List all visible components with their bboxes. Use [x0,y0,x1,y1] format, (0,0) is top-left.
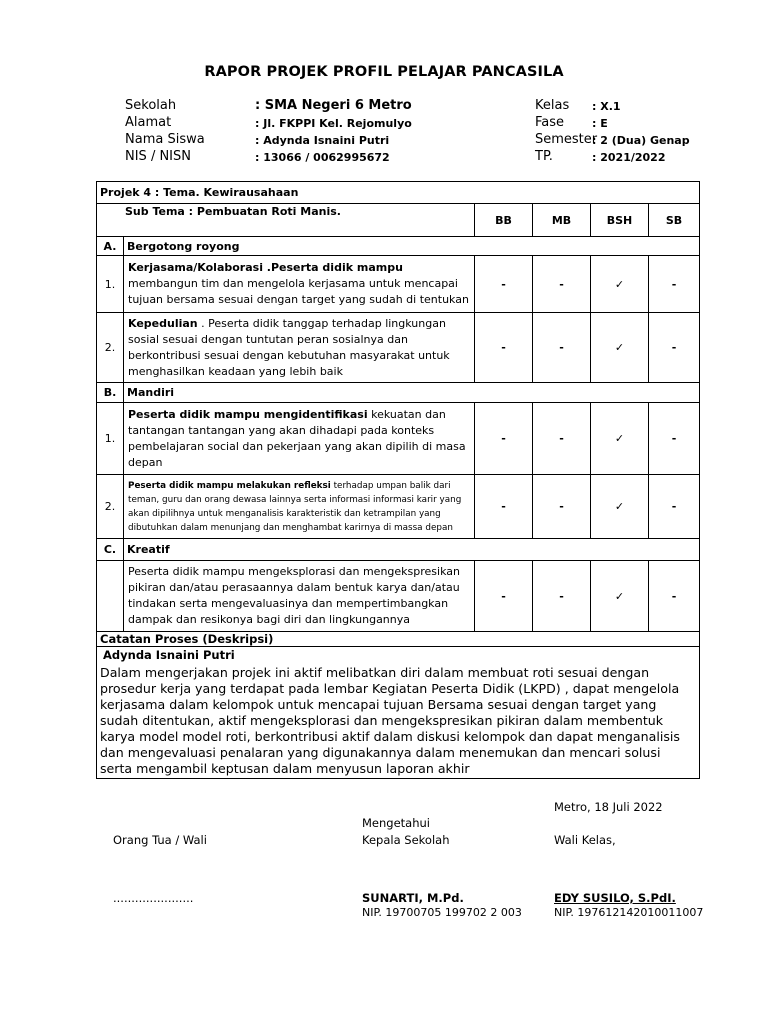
fase-label: Fase [535,115,565,130]
mark-sb: - [649,313,700,383]
check-icon: ✓ [591,313,649,383]
page-title: RAPOR PROJEK PROFIL PELAJAR PANCASILA [204,64,564,80]
col-sb: SB [649,204,700,237]
projek-title: Projek 4 : Tema. Kewirausahaan [97,182,700,204]
mark-bb: - [475,256,533,313]
check-icon: ✓ [591,256,649,313]
check-icon: ✓ [591,475,649,539]
row-number [97,561,124,632]
kelas-value: : X.1 [592,100,621,113]
kepala-sekolah-label: Kepala Sekolah [362,833,450,847]
table-row [97,313,700,383]
mark-mb: - [533,403,591,475]
mark-sb: - [649,403,700,475]
row-description: Kepedulian . Peserta didik tanggap terhadap lingkungan sosial sesuai dengan tuntutan peran sosialnya dan berkontribusi sesuai dengan kebutuhan masyarakat untuk menghasilkan keadaan yang lebih baik [124,313,475,383]
fase-value: : E [592,117,608,130]
mark-mb: - [533,561,591,632]
nis-value: : 13066 / 0062995672 [255,151,390,164]
row-description: Peserta didik mampu mengeksplorasi dan mengekspresikan pikiran dan/atau perasaannya dalam bentuk karya dan/atau tindakan serta mengevaluasinya dan mempertimbangkan dampak dan resikonya bagi diri dan lingkungannya [124,561,475,632]
mark-bb: - [475,313,533,383]
alamat-value: : Jl. FKPPI Kel. Rejomulyo [255,117,412,130]
subtema-title: Sub Tema : Pembuatan Roti Manis. [97,204,475,237]
tp-label: TP. [535,149,553,164]
assessment-table [96,181,700,779]
col-bsh: BSH [591,204,649,237]
orang-tua-label: Orang Tua / Wali [113,833,207,847]
row-description: Peserta didik mampu melakukan refleksi terhadap umpan balik dari teman, guru dan orang dewasa lainnya serta informasi informasi karir yang akan dipilihnya untuk menganalisis karakteristik dan ketrampilan yang dibutuhkan dalam menunjang dan menghambat karirnya di massa depan [124,475,475,539]
mark-mb: - [533,256,591,313]
catatan-student-name: Adynda Isnaini Putri [103,648,235,662]
kelas-label: Kelas [535,98,570,113]
sekolah-value: : SMA Negeri 6 Metro [255,98,412,113]
check-icon: ✓ [591,561,649,632]
section-name: Mandiri [124,383,700,403]
place-date: Metro, 18 Juli 2022 [554,800,663,814]
kepsek-nip: NIP. 19700705 199702 2 003 [362,906,522,919]
orang-tua-signature-line: ...................... [113,891,194,905]
section-letter: A. [97,237,124,256]
table-row [97,561,700,632]
row-number: 1. [97,256,124,313]
mark-sb: - [649,475,700,539]
row-number: 2. [97,313,124,383]
tp-value: : 2021/2022 [592,151,666,164]
nis-label: NIS / NISN [125,149,191,164]
mark-sb: - [649,256,700,313]
kepsek-name: SUNARTI, M.Pd. [362,891,464,905]
wali-name: EDY SUSILO, S.PdI. [554,891,676,905]
nama-label: Nama Siswa [125,132,205,147]
semester-value: : 2 (Dua) Genap [592,134,690,147]
table-row [97,475,700,539]
mengetahui-label: Mengetahui [362,816,430,830]
section-name: Bergotong royong [124,237,700,256]
mark-bb: - [475,475,533,539]
check-icon: ✓ [591,403,649,475]
mark-bb: - [475,403,533,475]
semester-label: Semester [535,132,598,147]
row-number: 2. [97,475,124,539]
catatan-box [97,647,700,779]
mark-bb: - [475,561,533,632]
nama-value: : Adynda Isnaini Putri [255,134,390,147]
section-letter: B. [97,383,124,403]
alamat-label: Alamat [125,115,172,130]
section-letter: C. [97,539,124,561]
catatan-text: Dalam mengerjakan projek ini aktif melibatkan diri dalam membuat roti sesuai dengan prosedur kerja yang terdapat pada lembar Kegiatan Peserta Didik (LKPD) , dapat mengelola kerjasama dalam kelompok untuk mencapai tujuan Bersama sesuai dengan target yang sudah ditentukan, aktif mengeksplorasi dan mengekspresikan pikiran dalam membentuk karya model model roti, berkontribusi aktif dalam diskusi kelompok dan dapat menganalisis dan mengevaluasi penalaran yang digunakannya dalam menemukan dan mencari solusi serta mengambil keptusan dalam menyusun laporan akhir [100,665,680,776]
catatan-label: Catatan Proses (Deskripsi) [97,632,700,647]
table-row [97,403,700,475]
row-description: Peserta didik mampu mengidentifikasi kekuatan dan tantangan tantangan yang akan dihadapi pada konteks pembelajaran social dan pekerjaan yang akan dipilih di masa depan [124,403,475,475]
wali-kelas-label: Wali Kelas, [554,833,616,847]
mark-sb: - [649,561,700,632]
section-name: Kreatif [124,539,700,561]
table-row [97,256,700,313]
mark-mb: - [533,475,591,539]
row-description: Kerjasama/Kolaborasi .Peserta didik mampu membangun tim dan mengelola kerjasama untuk mencapai tujuan bersama sesuai dengan target yang sudah di tentukan [124,256,475,313]
sekolah-label: Sekolah [125,98,177,113]
col-mb: MB [533,204,591,237]
wali-nip: NIP. 197612142010011007 [554,906,704,919]
row-number: 1. [97,403,124,475]
mark-mb: - [533,313,591,383]
col-bb: BB [475,204,533,237]
